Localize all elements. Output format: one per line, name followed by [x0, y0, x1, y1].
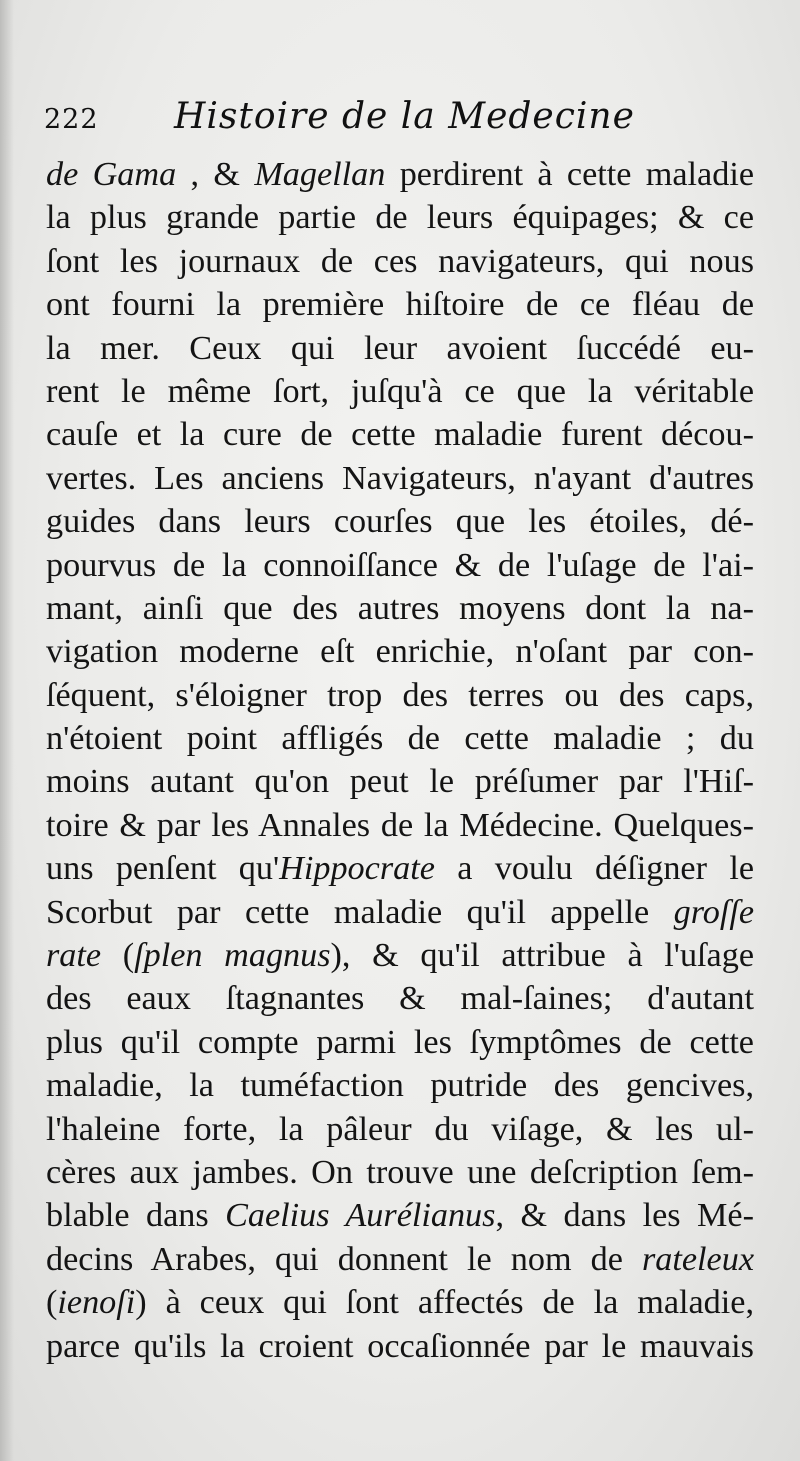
text-line [46, 891, 754, 934]
running-header [44, 96, 764, 156]
text-line [46, 674, 754, 717]
italic-text: ſplen magnus [134, 937, 331, 975]
text-line [46, 327, 754, 370]
text-line [46, 240, 754, 283]
text-line [46, 283, 754, 326]
text-segment: uns penſent qu' [46, 850, 280, 888]
text-segment: ont fourni la première hiſtoire de ce fléau de [46, 286, 754, 324]
text-line [46, 500, 754, 543]
text-segment: blable dans [46, 1197, 226, 1235]
text-segment: ſéquent, s'éloigner trop des terres ou des caps, [46, 676, 754, 714]
text-segment: cauſe et la cure de cette maladie furent décou- [46, 416, 754, 454]
text-line [46, 196, 754, 239]
text-line [46, 1281, 754, 1324]
text-line [46, 153, 754, 196]
text-line [46, 934, 754, 977]
running-title: Histoire de la Medecine [174, 96, 635, 137]
text-segment: & [213, 156, 240, 193]
text-line [46, 370, 754, 413]
text-segment: , [176, 156, 214, 193]
text-segment: vertes. Les anciens Navigateurs, n'ayant d'autres [46, 459, 754, 497]
italic-text: Magellan [254, 156, 386, 193]
text-line [46, 760, 754, 803]
italic-text: rateleux [641, 1240, 754, 1278]
text-segment: plus qu'il compte parmi les ſymptômes de cette [46, 1023, 754, 1061]
text-line [46, 1151, 754, 1194]
text-line [46, 977, 754, 1020]
text-segment: decins Arabes, qui donnent le nom de [46, 1240, 642, 1278]
text-segment: ) à ceux qui ſont affectés de la maladie, [135, 1284, 754, 1322]
text-line [46, 630, 754, 673]
text-segment [240, 156, 254, 193]
text-line [46, 587, 754, 630]
italic-text: rate [46, 937, 102, 975]
text-line [46, 544, 754, 587]
text-line [46, 1021, 754, 1064]
text-line [46, 717, 754, 760]
text-line [46, 804, 754, 847]
text-segment: des eaux ſtagnantes & mal-ſaines; d'autant [46, 980, 754, 1018]
text-segment: ( [46, 1284, 58, 1322]
text-segment: moins autant qu'on peut le préſumer par l'Hiſ- [46, 763, 754, 801]
italic-text: de Gama [46, 156, 177, 193]
text-segment: Scorbut par cette maladie qu'il appelle [46, 893, 674, 931]
page-number: 222 [44, 104, 99, 135]
italic-text: Hippocrate [279, 850, 435, 888]
text-line [46, 457, 754, 500]
italic-text: groſſe [673, 893, 754, 931]
text-segment: perdirent à cette maladie [385, 156, 754, 193]
text-segment: vigation moderne eſt enrichie, n'oſant par con- [46, 633, 754, 671]
text-segment: toire & par les Annales de la Médecine. Quelques- [46, 806, 754, 844]
text-segment: a voulu déſigner le [434, 850, 754, 888]
text-segment: ( [101, 937, 135, 975]
italic-text: ienoſi [57, 1284, 136, 1322]
text-line [46, 1194, 754, 1237]
body-text [46, 153, 754, 1368]
text-segment: , & dans les Mé- [495, 1197, 754, 1235]
text-segment: l'haleine forte, la pâleur du viſage, & les ul- [46, 1110, 754, 1148]
text-segment: la plus grande partie de leurs équipages; & ce [46, 199, 754, 237]
text-segment: ), & qu'il attribue à l'uſage [330, 937, 754, 975]
text-line [46, 1064, 754, 1107]
text-segment: guides dans leurs courſes que les étoiles, dé- [46, 503, 754, 541]
text-segment: n'étoient point affligés de cette maladie ; du [46, 720, 754, 758]
text-segment: cères aux jambes. On trouve une deſcription ſem- [46, 1153, 754, 1191]
text-line [46, 1325, 754, 1368]
text-segment: rent le même ſort, juſqu'à ce que la véritable [46, 372, 754, 410]
text-line [46, 847, 754, 890]
text-segment: pourvus de la connoiſſance & de l'uſage de l'ai- [46, 546, 754, 584]
text-segment: mant, ainſi que des autres moyens dont la na- [46, 589, 754, 627]
text-segment: maladie, la tuméfaction putride des gencives, [46, 1067, 754, 1105]
text-line [46, 413, 754, 456]
text-line [46, 1238, 754, 1281]
text-segment: parce qu'ils la croient occaſionnée par le mauvais [46, 1327, 754, 1365]
text-line [46, 1108, 754, 1151]
text-segment: ſont les journaux de ces navigateurs, qui nous [46, 242, 754, 280]
italic-text: Caelius Aurélianus [225, 1197, 496, 1235]
text-segment: la mer. Ceux qui leur avoient ſuccédé eu- [46, 329, 754, 367]
